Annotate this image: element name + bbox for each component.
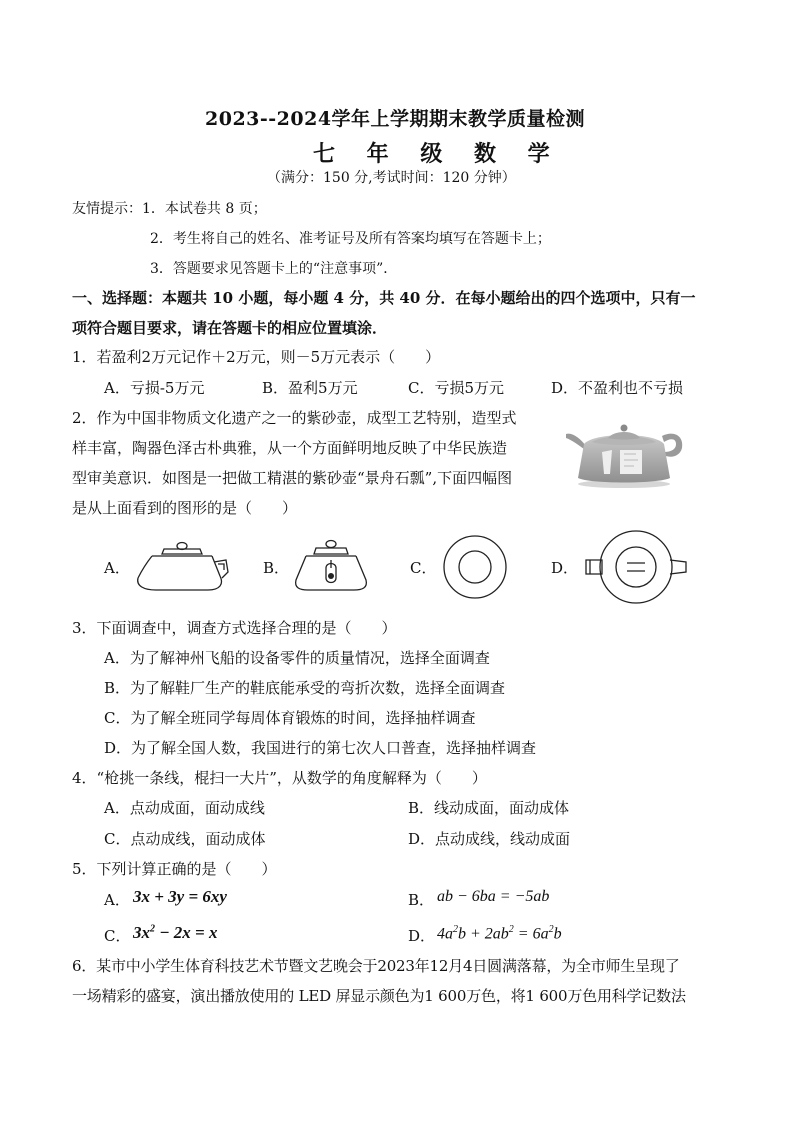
q6-line-1: 6．某市中小学生体育科技艺术节暨文艺晚会于2023年12月4日圆满落幕，为全市师生呈现了 bbox=[72, 957, 680, 975]
q5-option-c-label: C． bbox=[104, 927, 131, 945]
q5-option-a-expr: 3x + 3y = 6xy bbox=[133, 887, 227, 906]
q1-option-d: D．不盈利也不亏损 bbox=[551, 379, 684, 397]
tip-line-3: 3．答题要求见答题卡上的“注意事项”． bbox=[150, 261, 398, 277]
q2-option-d: D． bbox=[551, 559, 579, 577]
teapot-photo bbox=[558, 408, 690, 490]
section-heading-line-1: 一、选择题：本题共 10 小题，每小题 4 分，共 40 分．在每小题给出的四个选项中，只有一 bbox=[72, 289, 696, 307]
q1-option-b: B．盈利5万元 bbox=[262, 379, 358, 397]
q3-stem: 3．下面调查中，调查方式选择合理的是（ ） bbox=[72, 619, 397, 637]
q5-option-d-label: D． bbox=[408, 927, 436, 945]
q2-option-c: C． bbox=[410, 559, 437, 577]
q4-option-d: D．点动成线，线动成面 bbox=[408, 830, 571, 848]
q4-option-c: C．点动成线，面动成体 bbox=[104, 830, 266, 848]
q5-option-a-label: A． bbox=[104, 891, 130, 909]
q5-option-b-expr: ab − 6ba = −5ab bbox=[437, 888, 550, 905]
q3-option-d: D．为了解全国人数，我国进行的第七次人口普查，选择抽样调查 bbox=[104, 739, 537, 757]
exam-info: （满分：150 分,考试时间：120 分钟） bbox=[267, 170, 516, 186]
exam-title: 2023--2024学年上学期期末教学质量检测 bbox=[205, 108, 586, 130]
q5-stem: 5．下列计算正确的是（ ） bbox=[72, 860, 277, 878]
section-heading-line-2: 项符合题目要求，请在答题卡的相应位置填涂． bbox=[72, 319, 388, 337]
q2-line-2: 样丰富，陶器色泽古朴典雅，从一个方面鲜明地反映了中华民族造 bbox=[72, 439, 508, 457]
q5-option-d-expr: $4a^2b + 2ab^2 = 6a^2b$ bbox=[437, 924, 562, 943]
q4-option-b: B．线动成面，面动成体 bbox=[408, 799, 570, 817]
q6-line-2: 一场精彩的盛宴，演出播放使用的 LED 屏显示颜色为1 600万色，将1 600万色用科学记数法 bbox=[72, 987, 686, 1005]
tip-line-2: 2．考生将自己的姓名、准考证号及所有答案均填写在答题卡上； bbox=[150, 231, 551, 247]
q3-option-c: C．为了解全班同学每周体育锻炼的时间，选择抽样调查 bbox=[104, 709, 476, 727]
q3-option-b: B．为了解鞋厂生产的鞋底能承受的弯折次数，选择全面调查 bbox=[104, 679, 506, 697]
q2-figure-b-front-view bbox=[292, 538, 370, 594]
q4-stem: 4．“枪挑一条线，棍扫一大片”，从数学的角度解释为（ ） bbox=[72, 769, 487, 787]
q2-line-1: 2．作为中国非物质文化遗产之一的紫砂壶，成型工艺特别，造型式 bbox=[72, 409, 517, 427]
q1-option-a: A．亏损-5万元 bbox=[104, 379, 205, 397]
q2-figure-c-top-view bbox=[440, 534, 510, 600]
subject-title: 七 年 级 数 学 bbox=[313, 141, 562, 167]
q5-option-b-label: B． bbox=[408, 891, 435, 909]
q2-option-a: A． bbox=[104, 559, 130, 577]
tip-line-1: 友情提示：1．本试卷共 8 页； bbox=[72, 201, 267, 217]
q4-option-a: A．点动成面，面动成线 bbox=[104, 799, 265, 817]
q2-line-3: 型审美意识．如图是一把做工精湛的紫砂壶“景舟石瓢”,下面四幅图 bbox=[72, 469, 513, 487]
q5-option-c-expr: $3x^2 - 2x = x$ bbox=[133, 923, 218, 942]
q3-option-a: A．为了解神州飞船的设备零件的质量情况，选择全面调查 bbox=[104, 649, 490, 667]
q2-line-4: 是从上面看到的图形的是（ ） bbox=[72, 499, 298, 517]
q2-figure-d-top-view bbox=[582, 528, 690, 606]
q2-figure-a-side-view bbox=[134, 538, 230, 594]
q1-stem: 1．若盈利2万元记作＋2万元，则－5万元表示（ ） bbox=[72, 348, 441, 366]
q2-option-b: B． bbox=[263, 559, 290, 577]
q1-option-c: C．亏损5万元 bbox=[408, 379, 505, 397]
